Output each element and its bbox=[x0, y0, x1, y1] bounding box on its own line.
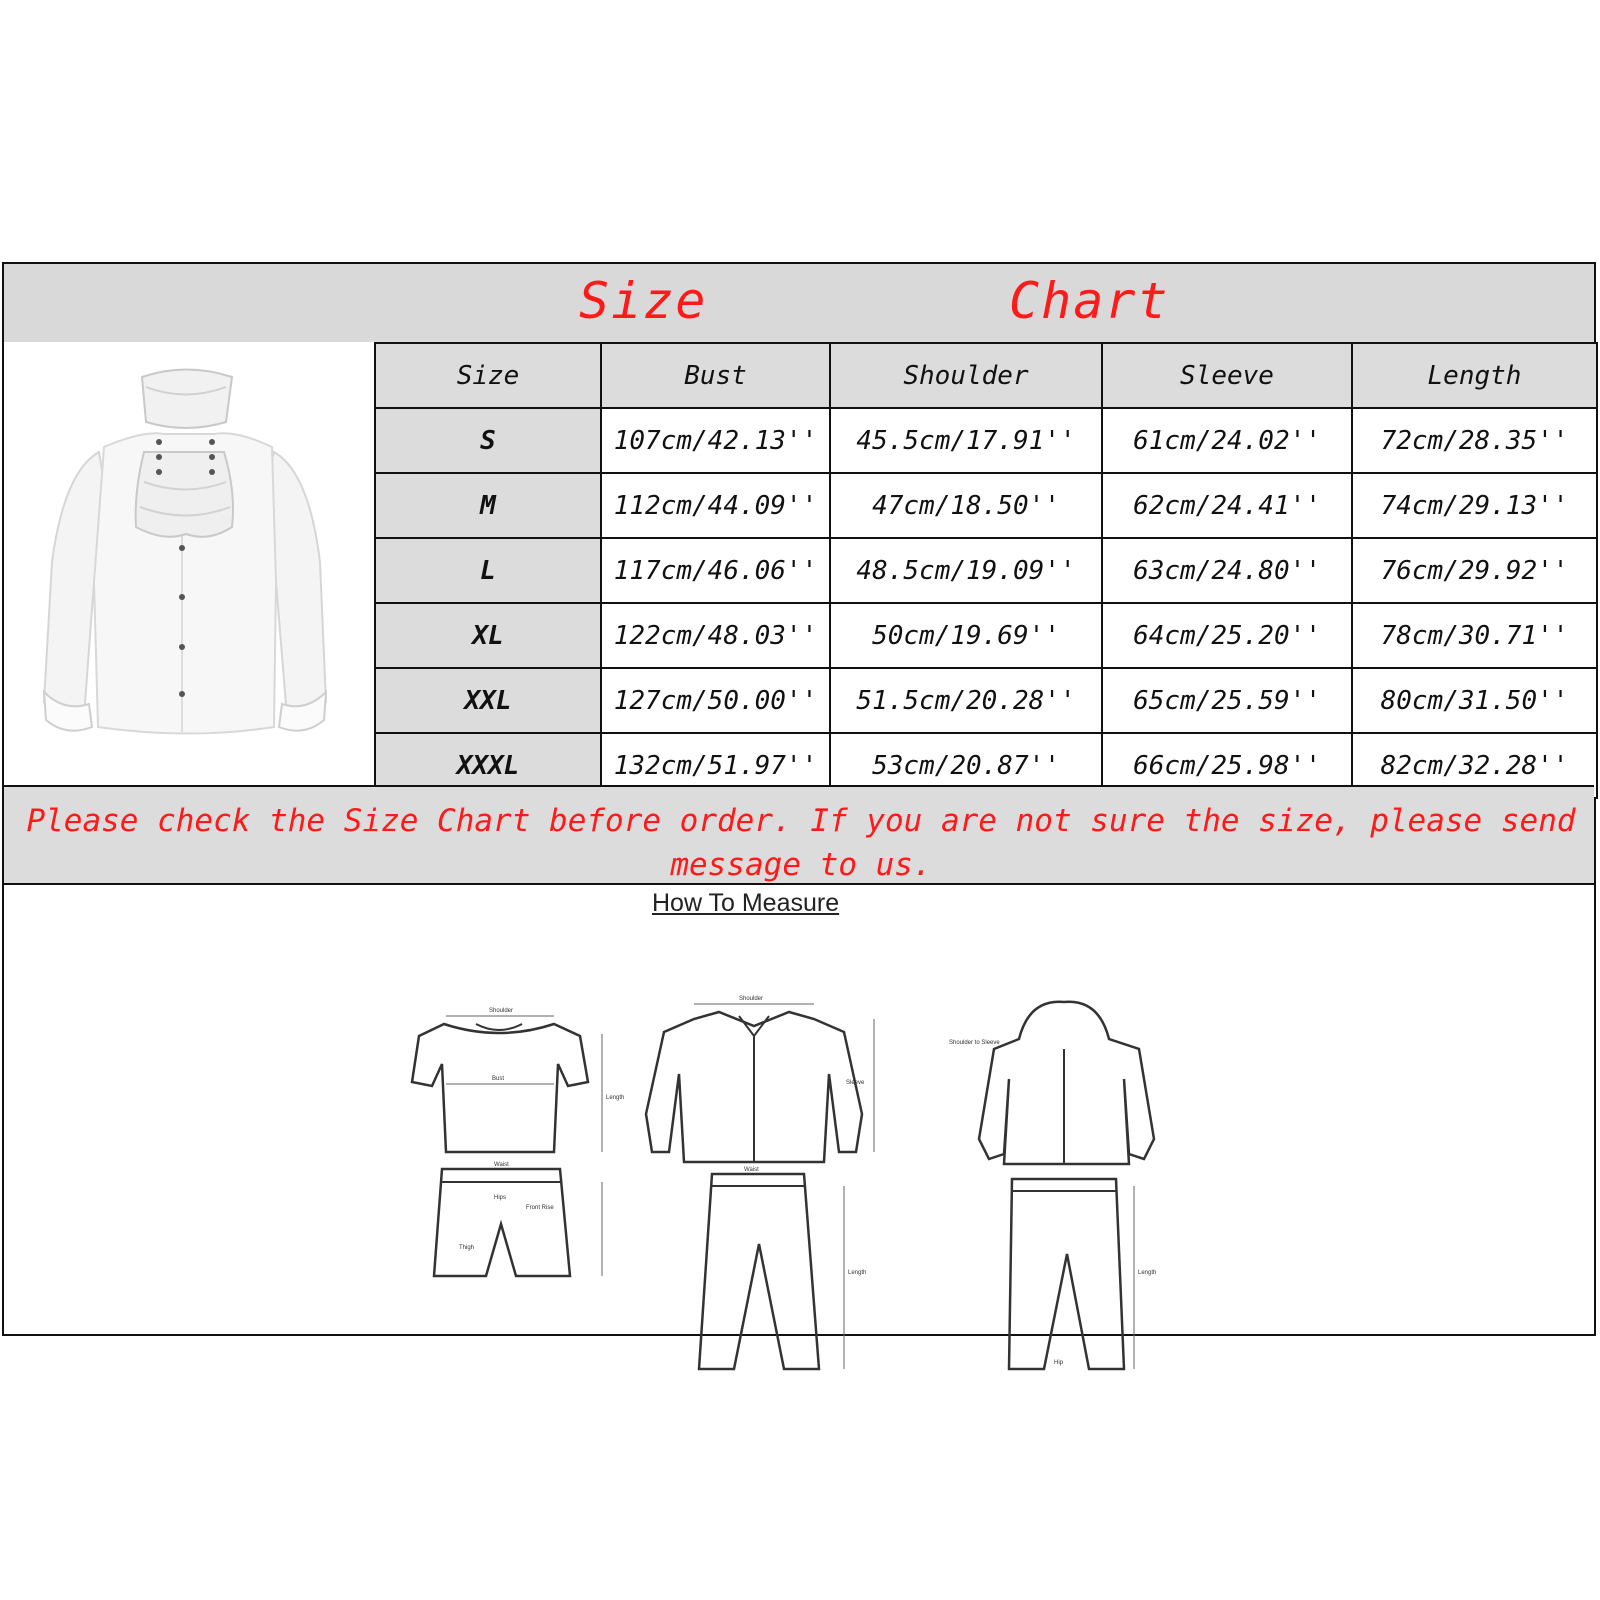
hip-label: Hip bbox=[1054, 1360, 1064, 1366]
order-note-band bbox=[4, 785, 1594, 885]
header-shoulder: Shoulder bbox=[830, 343, 1102, 408]
trousers-length-label: Length bbox=[848, 1270, 867, 1276]
sleeve-cell: 61cm/24.02'' bbox=[1102, 408, 1352, 473]
shoulder-cell: 53cm/20.87'' bbox=[830, 733, 1102, 798]
joggers-diagram bbox=[1009, 1179, 1124, 1369]
length-cell: 78cm/30.71'' bbox=[1352, 603, 1597, 668]
sleeve-label: Sleeve bbox=[846, 1080, 865, 1086]
bust-label: Bust bbox=[492, 1076, 505, 1082]
table-row bbox=[375, 603, 1597, 668]
header-sleeve: Sleeve bbox=[1102, 343, 1352, 408]
sleeve-cell: 63cm/24.80'' bbox=[1102, 538, 1352, 603]
length-cell: 76cm/29.92'' bbox=[1352, 538, 1597, 603]
size-cell: XXL bbox=[375, 668, 601, 733]
sleeve-cell: 66cm/25.98'' bbox=[1102, 733, 1352, 798]
header-length: Length bbox=[1352, 343, 1597, 408]
header-bust: Bust bbox=[601, 343, 830, 408]
shoulder-cell: 48.5cm/19.09'' bbox=[830, 538, 1102, 603]
order-note: Please check the Size Chart before order. If you are not sure the size, please send message to us. bbox=[26, 803, 1576, 883]
shoulder-to-sleeve-label: Shoulder to Sleeve bbox=[949, 1040, 1000, 1046]
table-row bbox=[375, 668, 1597, 733]
shoulder-cell: 50cm/19.69'' bbox=[830, 603, 1102, 668]
size-cell: S bbox=[375, 408, 601, 473]
front-rise-label: Front Rise bbox=[526, 1205, 554, 1211]
size-chart-sheet bbox=[2, 262, 1596, 1366]
trousers-diagram bbox=[699, 1174, 819, 1369]
bust-cell: 112cm/44.09'' bbox=[601, 473, 830, 538]
size-cell: L bbox=[375, 538, 601, 603]
white-ruffled-shirt-image bbox=[4, 342, 374, 785]
hips-label: Hips bbox=[494, 1195, 507, 1201]
sleeve-cell: 62cm/24.41'' bbox=[1102, 473, 1352, 538]
title-band bbox=[4, 264, 1594, 343]
length-cell: 72cm/28.35'' bbox=[1352, 408, 1597, 473]
waist-label: Waist bbox=[494, 1162, 509, 1168]
shoulder-cell: 51.5cm/20.28'' bbox=[830, 668, 1102, 733]
hoodie-diagram bbox=[979, 1002, 1154, 1164]
thigh-label: Thigh bbox=[459, 1245, 475, 1251]
shoulder-label: Shoulder bbox=[489, 1008, 514, 1014]
how-to-measure-title: How To Measure bbox=[652, 889, 840, 917]
length-label: Length bbox=[606, 1095, 625, 1101]
shoulder-cell: 45.5cm/17.91'' bbox=[830, 408, 1102, 473]
table-header-row bbox=[375, 343, 1597, 408]
header-size: Size bbox=[375, 343, 601, 408]
table-row bbox=[375, 538, 1597, 603]
bust-cell: 107cm/42.13'' bbox=[601, 408, 830, 473]
bust-cell: 122cm/48.03'' bbox=[601, 603, 830, 668]
product-photo bbox=[4, 342, 374, 785]
size-cell: M bbox=[375, 473, 601, 538]
how-to-measure-diagrams bbox=[364, 924, 1214, 1366]
table-row bbox=[375, 473, 1597, 538]
shorts-diagram bbox=[434, 1169, 570, 1276]
size-table bbox=[374, 342, 1598, 799]
sleeve-cell: 64cm/25.20'' bbox=[1102, 603, 1352, 668]
size-cell: XXXL bbox=[375, 733, 601, 798]
length-cell: 80cm/31.50'' bbox=[1352, 668, 1597, 733]
trousers-waist-label: Waist bbox=[744, 1167, 759, 1173]
table-row bbox=[375, 408, 1597, 473]
length-cell: 82cm/32.28'' bbox=[1352, 733, 1597, 798]
length-cell: 74cm/29.13'' bbox=[1352, 473, 1597, 538]
size-cell: XL bbox=[375, 603, 601, 668]
title-word-size: Size bbox=[579, 272, 708, 330]
shirt-shoulder-label: Shoulder bbox=[739, 996, 764, 1002]
bust-cell: 132cm/51.97'' bbox=[601, 733, 830, 798]
bust-cell: 117cm/46.06'' bbox=[601, 538, 830, 603]
bust-cell: 127cm/50.00'' bbox=[601, 668, 830, 733]
title-word-chart: Chart bbox=[1009, 272, 1170, 330]
sleeve-cell: 65cm/25.59'' bbox=[1102, 668, 1352, 733]
joggers-length-label: Length bbox=[1138, 1270, 1157, 1276]
shoulder-cell: 47cm/18.50'' bbox=[830, 473, 1102, 538]
tshirt-diagram bbox=[412, 1024, 588, 1152]
